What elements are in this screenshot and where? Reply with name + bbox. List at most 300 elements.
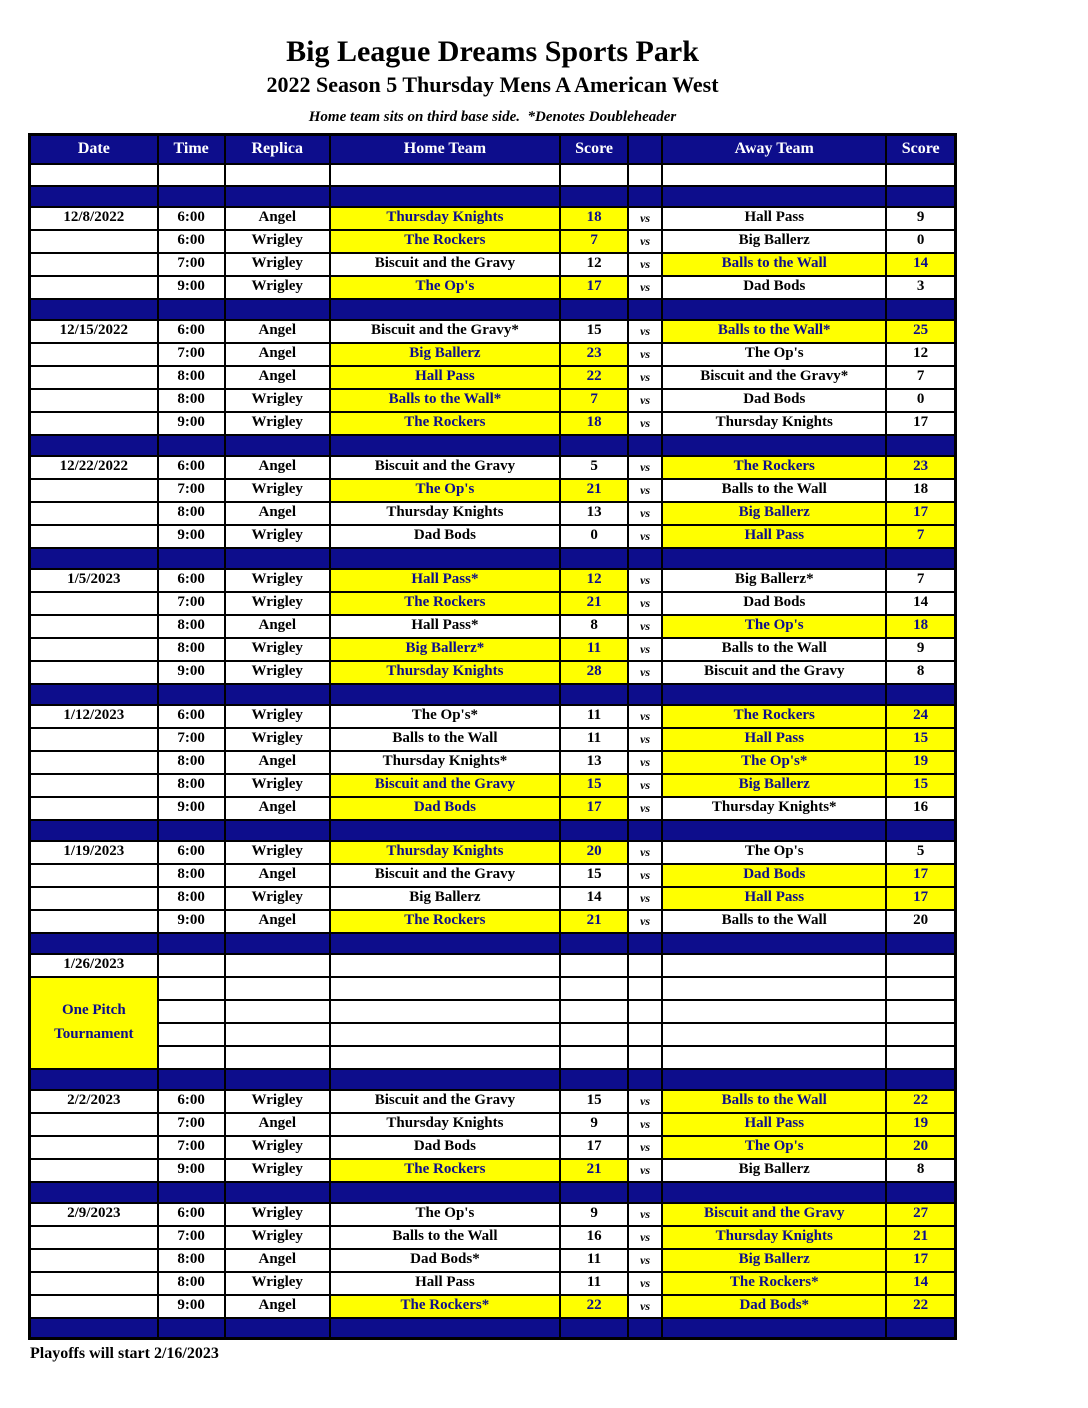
- away-team-cell: Hall Pass: [662, 525, 886, 548]
- home-score-cell: 0: [560, 525, 628, 548]
- separator-row: [30, 435, 956, 456]
- separator-cell: [330, 1069, 560, 1090]
- vs-cell: vs: [628, 1226, 662, 1249]
- vs-cell: vs: [628, 230, 662, 253]
- replica-cell: Wrigley: [225, 638, 330, 661]
- replica-cell: Wrigley: [225, 1226, 330, 1249]
- separator-row: [30, 186, 956, 207]
- home-team-cell: Thursday Knights: [330, 661, 560, 684]
- vs-cell: vs: [628, 887, 662, 910]
- separator-cell: [158, 299, 225, 320]
- date-cell: [30, 1272, 158, 1295]
- home-score-cell: 9: [560, 1203, 628, 1226]
- tournament-cell: One Pitch Tournament: [30, 977, 158, 1069]
- away-score-cell: 5: [886, 841, 955, 864]
- away-score-cell: 7: [886, 366, 955, 389]
- separator-cell: [628, 1069, 662, 1090]
- separator-cell: [560, 933, 628, 954]
- away-team-cell: The Op's: [662, 1136, 886, 1159]
- header-away-score: Score: [886, 135, 955, 164]
- vs-cell: vs: [628, 705, 662, 728]
- home-team-cell: The Rockers: [330, 592, 560, 615]
- replica-cell: Angel: [225, 864, 330, 887]
- separator-cell: [628, 1182, 662, 1203]
- home-team-cell: The Op's: [330, 1203, 560, 1226]
- empty-cell: [628, 977, 662, 1000]
- away-score-cell: 20: [886, 910, 955, 933]
- replica-cell: Angel: [225, 343, 330, 366]
- empty-cell: [628, 1023, 662, 1046]
- away-team-cell: Big Ballerz: [662, 230, 886, 253]
- separator-cell: [886, 933, 955, 954]
- time-cell: 6:00: [158, 320, 225, 343]
- empty-cell: [662, 1023, 886, 1046]
- empty-cell: [662, 1046, 886, 1069]
- home-team-cell: Balls to the Wall: [330, 728, 560, 751]
- date-cell: 12/8/2022: [30, 207, 158, 230]
- empty-cell: [158, 1046, 225, 1069]
- vs-cell: vs: [628, 910, 662, 933]
- vs-cell: vs: [628, 343, 662, 366]
- away-score-cell: 17: [886, 864, 955, 887]
- separator-row: [30, 548, 956, 569]
- date-cell: [30, 1113, 158, 1136]
- time-cell: 8:00: [158, 366, 225, 389]
- away-team-cell: Dad Bods: [662, 389, 886, 412]
- game-row: [30, 910, 956, 933]
- home-score-cell: 18: [560, 412, 628, 435]
- home-score-cell: 17: [560, 797, 628, 820]
- empty-cell: [158, 977, 225, 1000]
- separator-cell: [330, 1318, 560, 1339]
- away-score-cell: 21: [886, 1226, 955, 1249]
- separator-row: [30, 1182, 956, 1203]
- home-team-cell: Hall Pass: [330, 1272, 560, 1295]
- vs-cell: vs: [628, 1272, 662, 1295]
- date-cell: [30, 797, 158, 820]
- empty-cell: [225, 164, 330, 186]
- away-score-cell: 23: [886, 456, 955, 479]
- separator-cell: [30, 186, 158, 207]
- away-score-cell: 12: [886, 343, 955, 366]
- away-team-cell: The Op's*: [662, 751, 886, 774]
- page-header: [28, 0, 957, 127]
- empty-cell: [225, 977, 330, 1000]
- home-score-cell: 13: [560, 502, 628, 525]
- separator-cell: [225, 820, 330, 841]
- vs-cell: vs: [628, 479, 662, 502]
- away-team-cell: Dad Bods*: [662, 1295, 886, 1318]
- empty-cell: [560, 1023, 628, 1046]
- replica-cell: Angel: [225, 751, 330, 774]
- away-score-cell: 19: [886, 751, 955, 774]
- game-row: [30, 207, 956, 230]
- separator-cell: [560, 684, 628, 705]
- replica-cell: Wrigley: [225, 728, 330, 751]
- game-row: [30, 705, 956, 728]
- away-score-cell: 14: [886, 253, 955, 276]
- home-team-cell: The Op's*: [330, 705, 560, 728]
- game-row: [30, 502, 956, 525]
- vs-cell: vs: [628, 1249, 662, 1272]
- date-cell: [30, 728, 158, 751]
- empty-cell: [225, 1046, 330, 1069]
- empty-cell: [30, 164, 158, 186]
- empty-cell: [158, 1023, 225, 1046]
- empty-cell: [560, 977, 628, 1000]
- vs-cell: vs: [628, 502, 662, 525]
- separator-row: [30, 299, 956, 320]
- separator-row: [30, 1069, 956, 1090]
- header-vs-spacer: [628, 135, 662, 164]
- game-row: [30, 1272, 956, 1295]
- vs-cell: vs: [628, 728, 662, 751]
- home-score-cell: 15: [560, 320, 628, 343]
- time-cell: 9:00: [158, 276, 225, 299]
- away-team-cell: Balls to the Wall: [662, 638, 886, 661]
- empty-cell: [662, 954, 886, 977]
- game-row: [30, 479, 956, 502]
- separator-cell: [560, 299, 628, 320]
- empty-cell: [560, 954, 628, 977]
- empty-cell: [158, 954, 225, 977]
- home-team-cell: Big Ballerz: [330, 887, 560, 910]
- date-cell: [30, 389, 158, 412]
- game-row: [30, 276, 956, 299]
- separator-cell: [886, 548, 955, 569]
- separator-cell: [662, 435, 886, 456]
- home-team-cell: Hall Pass*: [330, 615, 560, 638]
- header-row: [30, 135, 956, 164]
- away-score-cell: 15: [886, 774, 955, 797]
- separator-cell: [330, 684, 560, 705]
- vs-cell: vs: [628, 1136, 662, 1159]
- game-row: [30, 592, 956, 615]
- separator-cell: [30, 299, 158, 320]
- separator-cell: [225, 1318, 330, 1339]
- away-team-cell: The Rockers*: [662, 1272, 886, 1295]
- away-score-cell: 19: [886, 1113, 955, 1136]
- replica-cell: Wrigley: [225, 887, 330, 910]
- away-score-cell: 8: [886, 661, 955, 684]
- header-away-team: Away Team: [662, 135, 886, 164]
- separator-row: [30, 820, 956, 841]
- separator-cell: [225, 548, 330, 569]
- away-team-cell: The Op's: [662, 615, 886, 638]
- date-cell: [30, 253, 158, 276]
- vs-cell: vs: [628, 1113, 662, 1136]
- separator-cell: [330, 933, 560, 954]
- vs-cell: vs: [628, 1203, 662, 1226]
- away-team-cell: Dad Bods: [662, 592, 886, 615]
- empty-cell: [886, 977, 955, 1000]
- game-row: [30, 797, 956, 820]
- replica-cell: Wrigley: [225, 479, 330, 502]
- time-cell: 8:00: [158, 1272, 225, 1295]
- separator-cell: [30, 1318, 158, 1339]
- replica-cell: Wrigley: [225, 412, 330, 435]
- game-row: [30, 638, 956, 661]
- away-team-cell: Biscuit and the Gravy*: [662, 366, 886, 389]
- away-team-cell: Big Ballerz: [662, 502, 886, 525]
- vs-cell: vs: [628, 366, 662, 389]
- away-score-cell: 14: [886, 1272, 955, 1295]
- time-cell: 9:00: [158, 910, 225, 933]
- date-cell: 1/26/2023: [30, 954, 158, 977]
- empty-cell: [158, 1000, 225, 1023]
- separator-cell: [225, 186, 330, 207]
- replica-cell: Angel: [225, 320, 330, 343]
- away-team-cell: Thursday Knights: [662, 412, 886, 435]
- separator-cell: [158, 186, 225, 207]
- home-score-cell: 21: [560, 1159, 628, 1182]
- date-cell: [30, 366, 158, 389]
- separator-cell: [30, 684, 158, 705]
- home-score-cell: 15: [560, 864, 628, 887]
- replica-cell: Angel: [225, 366, 330, 389]
- page-note: Home team sits on third base side. *Denotes Doubleheader: [308, 109, 677, 125]
- page-title: Big League Dreams Sports Park: [286, 35, 699, 68]
- separator-cell: [662, 1318, 886, 1339]
- time-cell: 7:00: [158, 1113, 225, 1136]
- home-team-cell: Thursday Knights: [330, 502, 560, 525]
- home-team-cell: Thursday Knights*: [330, 751, 560, 774]
- away-score-cell: 0: [886, 230, 955, 253]
- home-team-cell: Big Ballerz*: [330, 638, 560, 661]
- game-row: [30, 366, 956, 389]
- away-team-cell: Biscuit and the Gravy: [662, 1203, 886, 1226]
- home-team-cell: The Op's: [330, 276, 560, 299]
- separator-cell: [560, 1318, 628, 1339]
- empty-cell: [662, 1000, 886, 1023]
- replica-cell: Angel: [225, 797, 330, 820]
- game-row: [30, 1226, 956, 1249]
- home-score-cell: 21: [560, 592, 628, 615]
- separator-cell: [30, 820, 158, 841]
- home-score-cell: 11: [560, 728, 628, 751]
- away-team-cell: Balls to the Wall: [662, 910, 886, 933]
- home-team-cell: Thursday Knights: [330, 841, 560, 864]
- date-cell: [30, 1226, 158, 1249]
- time-cell: 8:00: [158, 1249, 225, 1272]
- separator-cell: [30, 1069, 158, 1090]
- vs-cell: vs: [628, 253, 662, 276]
- vs-cell: vs: [628, 661, 662, 684]
- away-team-cell: Thursday Knights: [662, 1226, 886, 1249]
- home-score-cell: 7: [560, 230, 628, 253]
- replica-cell: Wrigley: [225, 774, 330, 797]
- separator-cell: [628, 299, 662, 320]
- separator-cell: [225, 299, 330, 320]
- time-cell: 8:00: [158, 887, 225, 910]
- time-cell: 8:00: [158, 638, 225, 661]
- game-row: [30, 661, 956, 684]
- vs-cell: vs: [628, 841, 662, 864]
- vs-cell: vs: [628, 751, 662, 774]
- away-team-cell: Big Ballerz: [662, 1159, 886, 1182]
- game-row: [30, 1113, 956, 1136]
- date-cell: 12/22/2022: [30, 456, 158, 479]
- home-score-cell: 28: [560, 661, 628, 684]
- away-score-cell: 16: [886, 797, 955, 820]
- time-cell: 8:00: [158, 864, 225, 887]
- vs-cell: vs: [628, 207, 662, 230]
- separator-cell: [158, 1069, 225, 1090]
- time-cell: 8:00: [158, 615, 225, 638]
- empty-cell: [330, 1023, 560, 1046]
- home-team-cell: Dad Bods: [330, 1136, 560, 1159]
- game-row: [30, 841, 956, 864]
- away-team-cell: Balls to the Wall: [662, 253, 886, 276]
- header-home-score: Score: [560, 135, 628, 164]
- empty-cell: [886, 1000, 955, 1023]
- time-cell: 9:00: [158, 1295, 225, 1318]
- time-cell: 6:00: [158, 1203, 225, 1226]
- tournament-row: [30, 1000, 956, 1023]
- home-score-cell: 17: [560, 276, 628, 299]
- separator-cell: [30, 933, 158, 954]
- separator-cell: [158, 1318, 225, 1339]
- replica-cell: Wrigley: [225, 276, 330, 299]
- date-cell: [30, 774, 158, 797]
- replica-cell: Angel: [225, 456, 330, 479]
- time-cell: 9:00: [158, 1159, 225, 1182]
- away-team-cell: Thursday Knights*: [662, 797, 886, 820]
- home-team-cell: Biscuit and the Gravy*: [330, 320, 560, 343]
- empty-cell: [628, 1000, 662, 1023]
- game-row: [30, 343, 956, 366]
- away-team-cell: The Rockers: [662, 705, 886, 728]
- replica-cell: Wrigley: [225, 705, 330, 728]
- time-cell: 6:00: [158, 841, 225, 864]
- replica-cell: Angel: [225, 207, 330, 230]
- home-score-cell: 12: [560, 569, 628, 592]
- header-replica: Replica: [225, 135, 330, 164]
- separator-cell: [662, 684, 886, 705]
- schedule-table: [28, 133, 957, 1340]
- away-score-cell: 0: [886, 389, 955, 412]
- empty-cell: [628, 164, 662, 186]
- date-cell: [30, 1249, 158, 1272]
- separator-cell: [158, 933, 225, 954]
- time-cell: 7:00: [158, 253, 225, 276]
- date-row: [30, 954, 956, 977]
- away-score-cell: 22: [886, 1090, 955, 1113]
- separator-cell: [158, 435, 225, 456]
- separator-cell: [886, 1318, 955, 1339]
- empty-cell: [225, 954, 330, 977]
- date-cell: [30, 661, 158, 684]
- time-cell: 7:00: [158, 592, 225, 615]
- date-cell: 1/5/2023: [30, 569, 158, 592]
- home-team-cell: The Rockers: [330, 412, 560, 435]
- home-team-cell: Biscuit and the Gravy: [330, 864, 560, 887]
- separator-cell: [560, 186, 628, 207]
- time-cell: 8:00: [158, 502, 225, 525]
- replica-cell: Angel: [225, 615, 330, 638]
- home-team-cell: Dad Bods: [330, 525, 560, 548]
- empty-cell: [560, 1000, 628, 1023]
- separator-cell: [560, 435, 628, 456]
- date-cell: [30, 615, 158, 638]
- game-row: [30, 253, 956, 276]
- date-cell: [30, 751, 158, 774]
- home-score-cell: 16: [560, 1226, 628, 1249]
- empty-cell: [886, 954, 955, 977]
- home-team-cell: Balls to the Wall: [330, 1226, 560, 1249]
- empty-cell: [225, 1000, 330, 1023]
- away-team-cell: Hall Pass: [662, 1113, 886, 1136]
- separator-cell: [662, 1069, 886, 1090]
- separator-cell: [662, 1182, 886, 1203]
- vs-cell: vs: [628, 1159, 662, 1182]
- date-cell: [30, 864, 158, 887]
- separator-cell: [628, 435, 662, 456]
- vs-cell: vs: [628, 569, 662, 592]
- separator-row: [30, 933, 956, 954]
- away-score-cell: 24: [886, 705, 955, 728]
- home-score-cell: 11: [560, 1272, 628, 1295]
- time-cell: 7:00: [158, 728, 225, 751]
- empty-cell: [560, 164, 628, 186]
- date-cell: 12/15/2022: [30, 320, 158, 343]
- home-team-cell: The Rockers*: [330, 1295, 560, 1318]
- time-cell: 7:00: [158, 343, 225, 366]
- time-cell: 7:00: [158, 479, 225, 502]
- time-cell: 9:00: [158, 412, 225, 435]
- home-team-cell: The Rockers: [330, 910, 560, 933]
- separator-cell: [628, 1318, 662, 1339]
- home-score-cell: 21: [560, 479, 628, 502]
- empty-row: [30, 164, 956, 186]
- separator-cell: [330, 1182, 560, 1203]
- away-score-cell: 8: [886, 1159, 955, 1182]
- home-score-cell: 7: [560, 389, 628, 412]
- separator-cell: [628, 684, 662, 705]
- separator-cell: [886, 820, 955, 841]
- time-cell: 6:00: [158, 569, 225, 592]
- replica-cell: Wrigley: [225, 253, 330, 276]
- empty-cell: [158, 164, 225, 186]
- separator-cell: [560, 548, 628, 569]
- empty-cell: [330, 1000, 560, 1023]
- game-row: [30, 1159, 956, 1182]
- separator-cell: [30, 548, 158, 569]
- separator-cell: [628, 186, 662, 207]
- date-cell: [30, 502, 158, 525]
- vs-cell: vs: [628, 276, 662, 299]
- separator-cell: [158, 684, 225, 705]
- home-score-cell: 11: [560, 638, 628, 661]
- empty-cell: [628, 954, 662, 977]
- time-cell: 6:00: [158, 705, 225, 728]
- empty-cell: [662, 977, 886, 1000]
- vs-cell: vs: [628, 774, 662, 797]
- home-score-cell: 12: [560, 253, 628, 276]
- away-team-cell: The Rockers: [662, 456, 886, 479]
- time-cell: 7:00: [158, 1226, 225, 1249]
- separator-cell: [158, 548, 225, 569]
- empty-cell: [886, 1023, 955, 1046]
- separator-cell: [330, 435, 560, 456]
- empty-cell: [330, 977, 560, 1000]
- replica-cell: Wrigley: [225, 1272, 330, 1295]
- date-cell: 2/2/2023: [30, 1090, 158, 1113]
- date-cell: [30, 1159, 158, 1182]
- date-cell: [30, 887, 158, 910]
- home-score-cell: 21: [560, 910, 628, 933]
- replica-cell: Angel: [225, 502, 330, 525]
